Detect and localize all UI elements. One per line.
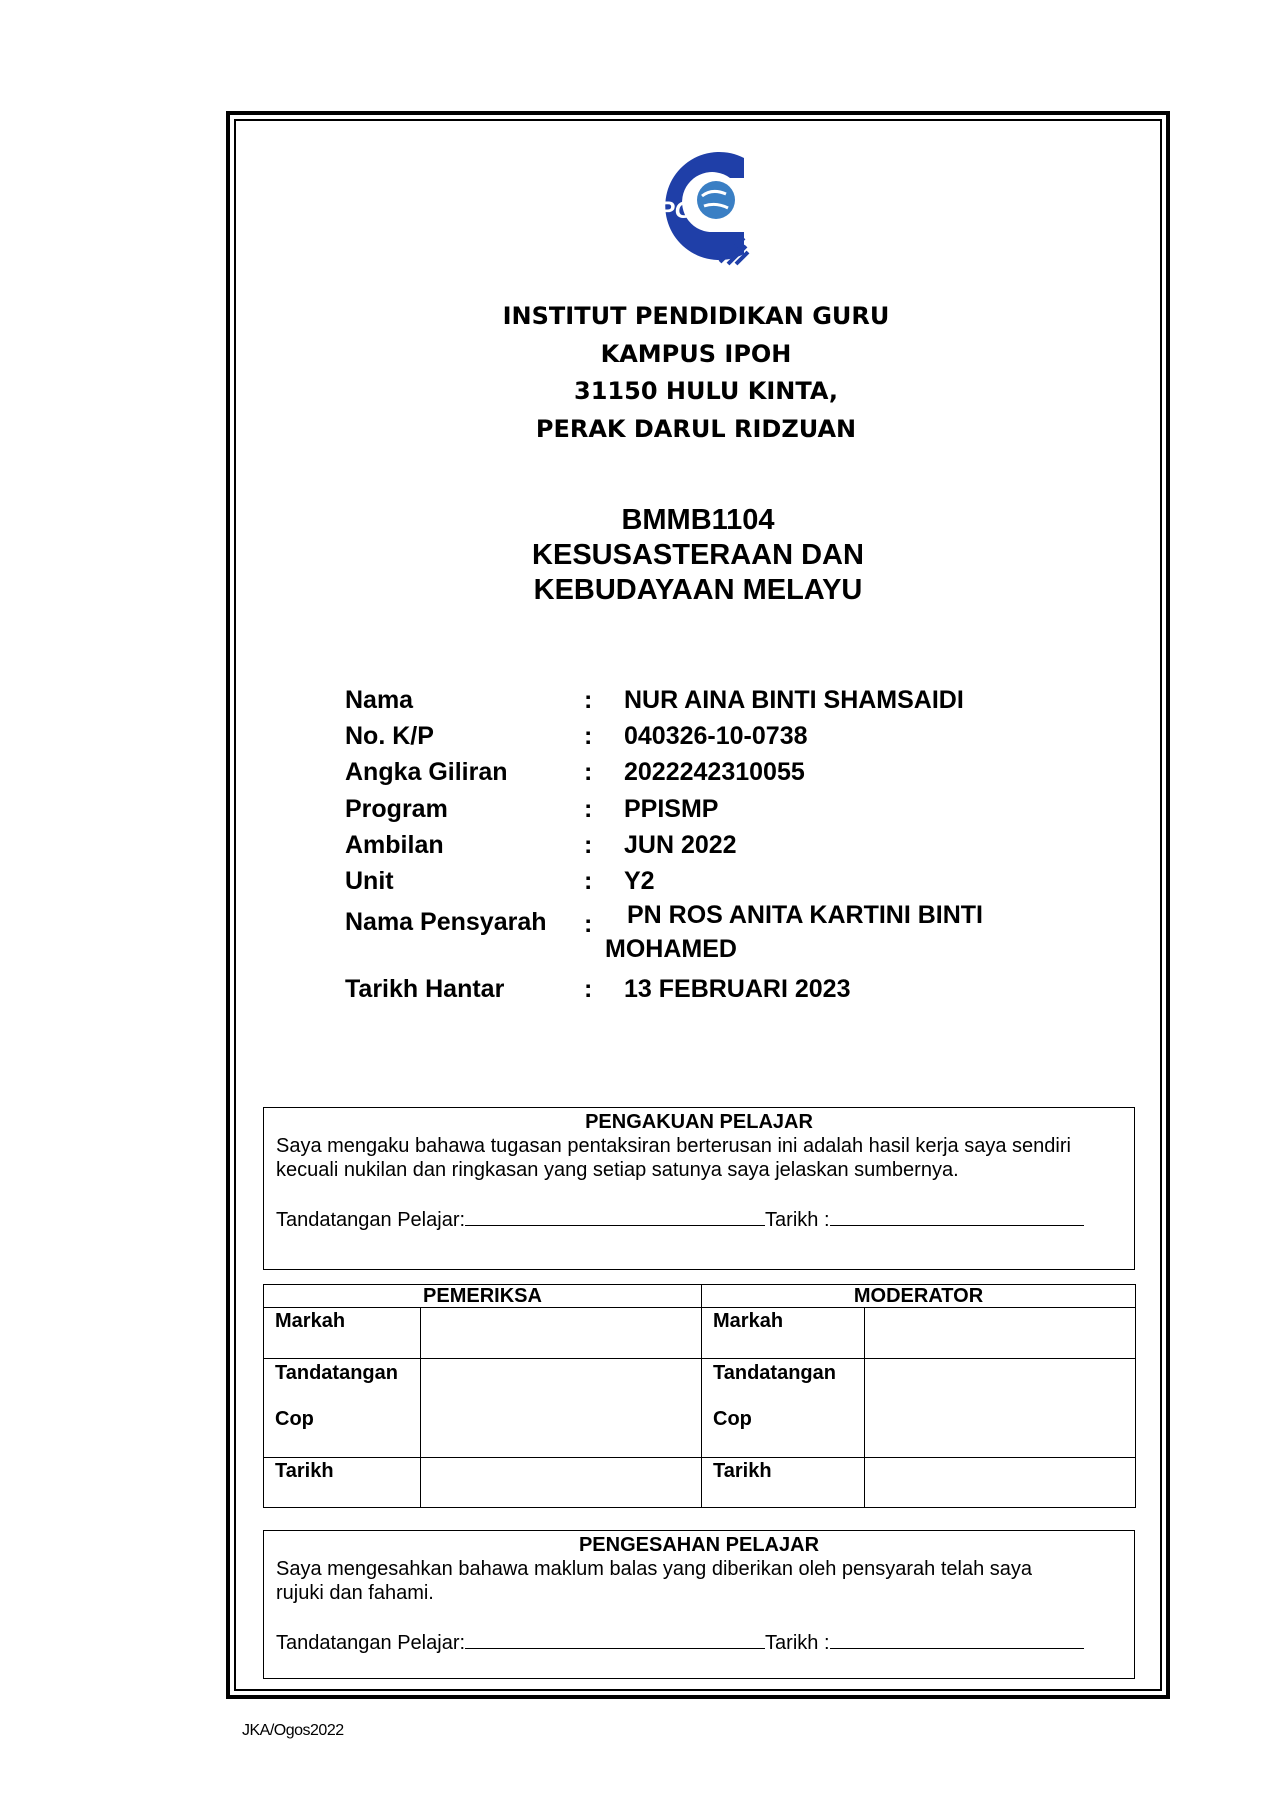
info-value-nama-pensyarah-line-2: MOHAMED (605, 935, 737, 963)
info-label-nokp: No. K/P (345, 722, 434, 750)
course-title-line-1: KESUSASTERAAN DAN (532, 539, 864, 571)
info-value-nokp: 040326-10-0738 (624, 722, 808, 750)
institution-line-1: INSTITUT PENDIDIKAN GURU (502, 302, 890, 330)
info-value-ambilan: JUN 2022 (624, 831, 737, 859)
pengakuan-line-1: Saya mengaku bahawa tugasan pentaksiran berterusan ini adalah hasil kerja saya sendiri (276, 1135, 1071, 1157)
info-colon: : (584, 831, 593, 859)
pengesahan-pelajar-box (263, 1530, 1135, 1679)
moderator-tandatangan-label: Tandatangan Cop (702, 1359, 865, 1458)
info-value-angka-giliran: 2022242310055 (624, 758, 805, 786)
logo-globe (697, 181, 735, 219)
info-value-tarikh-hantar: 13 FEBRUARI 2023 (624, 975, 851, 1003)
info-value-nama: NUR AINA BINTI SHAMSAIDI (624, 686, 964, 714)
pengakuan-line-2: kecuali nukilan dan ringkasan yang setiap satunya saya jelaskan sumbernya. (276, 1159, 959, 1181)
info-label-program: Program (345, 795, 448, 823)
pengesahan-title: PENGESAHAN PELAJAR (578, 1534, 820, 1556)
pengakuan-date-label: Tarikh : (765, 1209, 830, 1231)
signature-line[interactable] (465, 1207, 765, 1226)
institution-line-4: PERAK DARUL RIDZUAN (535, 415, 857, 443)
info-colon: : (584, 867, 593, 895)
moderator-markah-label: Markah (702, 1308, 865, 1359)
signature-line[interactable] (465, 1630, 765, 1649)
info-label-unit: Unit (345, 867, 394, 895)
pengesahan-signature-row (276, 1630, 1084, 1655)
pemeriksa-tarikh-label: Tarikh (264, 1458, 421, 1508)
date-line[interactable] (830, 1207, 1084, 1226)
info-label-angka-giliran: Angka Giliran (345, 758, 508, 786)
info-label-nama: Nama (345, 686, 414, 714)
footer-code: JKA/Ogos2022 (242, 1722, 344, 1739)
info-label-tarikh-hantar: Tarikh Hantar (345, 975, 505, 1003)
moderator-tarikh-cell[interactable] (865, 1458, 1136, 1508)
pengesahan-line-1: Saya mengesahkan bahawa maklum balas yang diberikan oleh pensyarah telah saya (276, 1558, 1033, 1580)
pengesahan-sign-label: Tandatangan Pelajar: (276, 1632, 466, 1654)
marking-table (263, 1284, 1136, 1508)
moderator-tarikh-label: Tarikh (702, 1458, 865, 1508)
pengesahan-date-label: Tarikh : (765, 1632, 830, 1654)
pemeriksa-tandatangan-cell[interactable] (421, 1359, 702, 1458)
pengesahan-line-2: rujuki dan fahami. (276, 1582, 434, 1604)
info-colon: : (584, 722, 593, 750)
info-colon: : (584, 795, 593, 823)
pengakuan-sign-label: Tandatangan Pelajar: (276, 1209, 466, 1231)
info-value-unit: Y2 (624, 867, 655, 895)
institution-line-3: 31150 HULU KINTA, (574, 377, 838, 405)
ipg-logo (646, 150, 750, 266)
pemeriksa-header: PEMERIKSA (264, 1285, 702, 1308)
info-value-nama-pensyarah: PN ROS ANITA KARTINI BINTI (627, 901, 984, 929)
logo-text: iPG (652, 197, 694, 224)
info-value-program: PPISMP (624, 795, 719, 823)
info-colon: : (584, 686, 593, 714)
pengakuan-pelajar-box (263, 1107, 1135, 1270)
moderator-header: MODERATOR (702, 1285, 1136, 1308)
moderator-markah-cell[interactable] (865, 1308, 1136, 1359)
date-line[interactable] (830, 1630, 1084, 1649)
moderator-tandatangan-cell[interactable] (865, 1359, 1136, 1458)
info-label-nama-pensyarah: Nama Pensyarah (345, 908, 547, 936)
pengakuan-signature-row (276, 1207, 1084, 1232)
info-colon: : (584, 910, 593, 938)
institution-line-2: KAMPUS IPOH (600, 340, 792, 368)
info-colon: : (584, 975, 593, 1003)
pemeriksa-markah-label: Markah (264, 1308, 421, 1359)
pemeriksa-tandatangan-label: Tandatangan Cop (264, 1359, 421, 1458)
pemeriksa-tarikh-cell[interactable] (421, 1458, 702, 1508)
info-label-ambilan: Ambilan (345, 831, 444, 859)
pengakuan-title: PENGAKUAN PELAJAR (585, 1111, 813, 1133)
pemeriksa-markah-cell[interactable] (421, 1308, 702, 1359)
course-title-line-2: KEBUDAYAAN MELAYU (533, 574, 863, 606)
info-colon: : (584, 758, 593, 786)
course-code: BMMB1104 (621, 504, 775, 536)
